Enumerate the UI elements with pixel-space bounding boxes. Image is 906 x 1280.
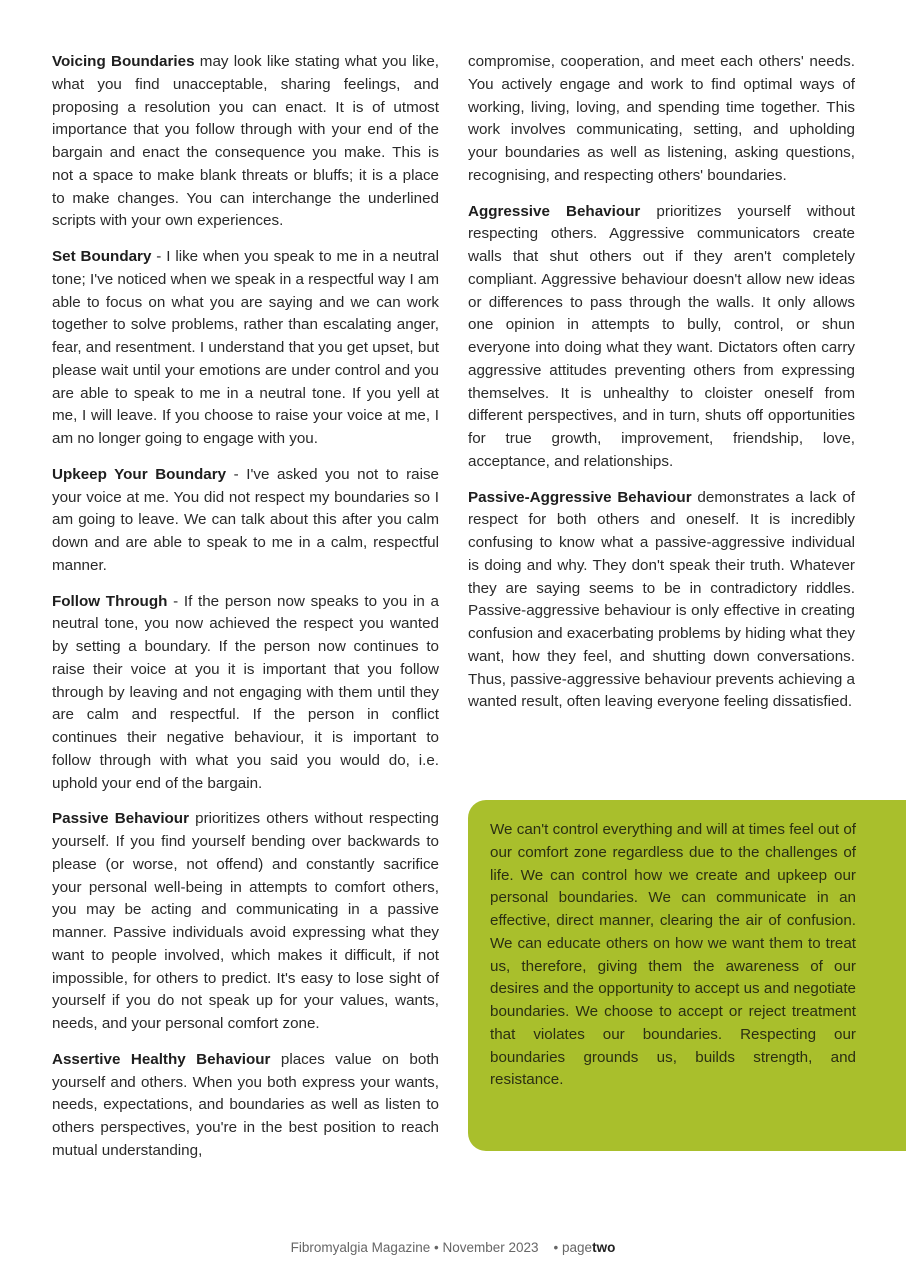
paragraph-aggressive-behaviour (468, 201, 855, 474)
paragraph-body: may look like stating what you like, what you find unacceptable, sharing feelings, and proposing a resolution you can enact. It is of utmost importance that you follow through with your end of the bargain and enact the consequence you make. This is not a space to make blank threats or bluffs; it is a place to make changes. You can interchange the underlined scripts with your own experiences. (52, 53, 439, 230)
paragraph-body: prioritizes yourself without respecting others. Aggressive communicators create walls that shut others out if they aren't completely compliant. Aggressive behaviour doesn't allow new ideas or differences to pass through the walls. It only allows one opinion in attempts to bully, control, or shun everyone into doing what they want. Dictators often carry aggressive attitudes preventing others from expressing themselves. It is unhealthy to cloister oneself from different perspectives, and in turn, shuts off opportunities for true growth, improvement, friendship, love, acceptance, and relationships. (468, 202, 855, 470)
bullet-separator: • (542, 1240, 563, 1255)
paragraph-heading: Set Boundary (52, 248, 152, 265)
paragraph-set-boundary (52, 246, 439, 451)
bullet-separator: • (433, 1240, 443, 1255)
callout-box (468, 800, 906, 1151)
footer-magazine: Fibromyalgia Magazine (290, 1240, 431, 1255)
paragraph-heading: Follow Through (52, 592, 168, 610)
paragraph-follow-through (52, 591, 439, 796)
paragraph-body: places value on both yourself and others. When you both express your wants, needs, expectations, and boundaries as well as listen to others perspectives, you're in the best position to reach mutual understanding, (52, 1050, 439, 1159)
page-footer (0, 1240, 906, 1255)
callout-text: We can't control everything and will at times feel out of our comfort zone regardless due to the challenges of life. We can control how we create and upkeep our personal boundaries. We can communicate in an effective, direct manner, clearing the air of confusion. We can educate others on how we want them to treat us, therefore, giving them the awareness of our desires and the opportunity to accept us and negotiate boundaries. We choose to accept or reject treatment that violates our boundaries. Respecting our boundaries grounds us, builds strength, and resistance. (490, 821, 856, 1089)
footer-page-prefix: page (562, 1240, 593, 1255)
paragraph-body: - If the person now speaks to you in a neutral tone, you now achieved the respect you wanted by setting a boundary. If the person now continues to raise their voice at you it is important that you follow through by leaving and not engaging with them until they are calm and respectful. If the person in conflict continues their negative behaviour, it is important to follow through with what you said you would do, i.e. uphold your end of the bargain. (52, 592, 439, 792)
footer-page-number: two (592, 1240, 616, 1255)
paragraph-heading: Aggressive Behaviour (468, 202, 641, 220)
paragraph-heading: Assertive Healthy Behaviour (52, 1050, 271, 1068)
paragraph-assertive-behaviour (52, 1049, 439, 1163)
paragraph-heading: Upkeep Your Boundary (52, 465, 227, 483)
paragraph-assertive-continued (468, 51, 855, 188)
paragraph-body: - I've asked you not to raise your voice at me. You did not respect my boundaries so I am going to leave. We can talk about this after you calm down and are able to speak to me in a calm, respectful manner. (52, 465, 439, 574)
left-column (52, 51, 439, 1176)
paragraph-heading: Passive Behaviour (52, 810, 189, 828)
paragraph-body: prioritizes others without respecting yourself. If you find yourself bending over backwards to please (or worse, not offend) and constantly sacrifice your personal well-being in attempts to comfort others, you may be acting and communicating in a passive manner. Passive individuals avoid expressing what they want to people involved, which makes it difficult, if not impossible, for others to predict. It's easy to lose sight of yourself if you do not speak up for your values, wants, needs, and your personal comfort zone. (52, 810, 439, 1032)
paragraph-upkeep-boundary (52, 464, 439, 578)
right-column (468, 51, 855, 727)
paragraph-heading: Passive-Aggressive Behaviour (468, 488, 692, 506)
paragraph-body: - I like when you speak to me in a neutral tone; I've noticed when we speak in a respectful way I am able to focus on what you are saying and we can work together to solve problems, rather than escalating anger, fear, and resentment. I understand that you get upset, but please wait until your emotions are under control and you are able to speak to me in a neutral tone. If you yell at me, I will leave. If you choose to raise your voice at me, I am no longer going to engage with you. (52, 248, 440, 447)
paragraph-passive-behaviour (52, 808, 439, 1036)
paragraph-body: demonstrates a lack of respect for both others and oneself. It is incredibly confusing to know what a passive-aggressive individual is doing and why. They don't speak their truth. Whatever they are saying seems to be in contradictory riddles. Passive-aggressive behaviour is only effective in creating confusion and exacerbating problems by hiding what they want, how they feel, and shutting down conversations. Thus, passive-aggressive behaviour prevents achieving a wanted result, often leaving everyone feeling dissatisfied. (468, 488, 855, 711)
paragraph-heading: Voicing Boundaries (52, 53, 195, 70)
paragraph-passive-aggressive-behaviour (468, 487, 855, 715)
paragraph-voicing-boundaries (52, 51, 439, 233)
paragraph-body: compromise, cooperation, and meet each others' needs. You actively engage and work to find optimal ways of working, living, loving, and spending time together. This work involves communicating, setting, and upholding your boundaries as well as listening, asking questions, recognising, and respecting others' boundaries. (468, 53, 855, 184)
footer-date: November 2023 (442, 1240, 539, 1255)
